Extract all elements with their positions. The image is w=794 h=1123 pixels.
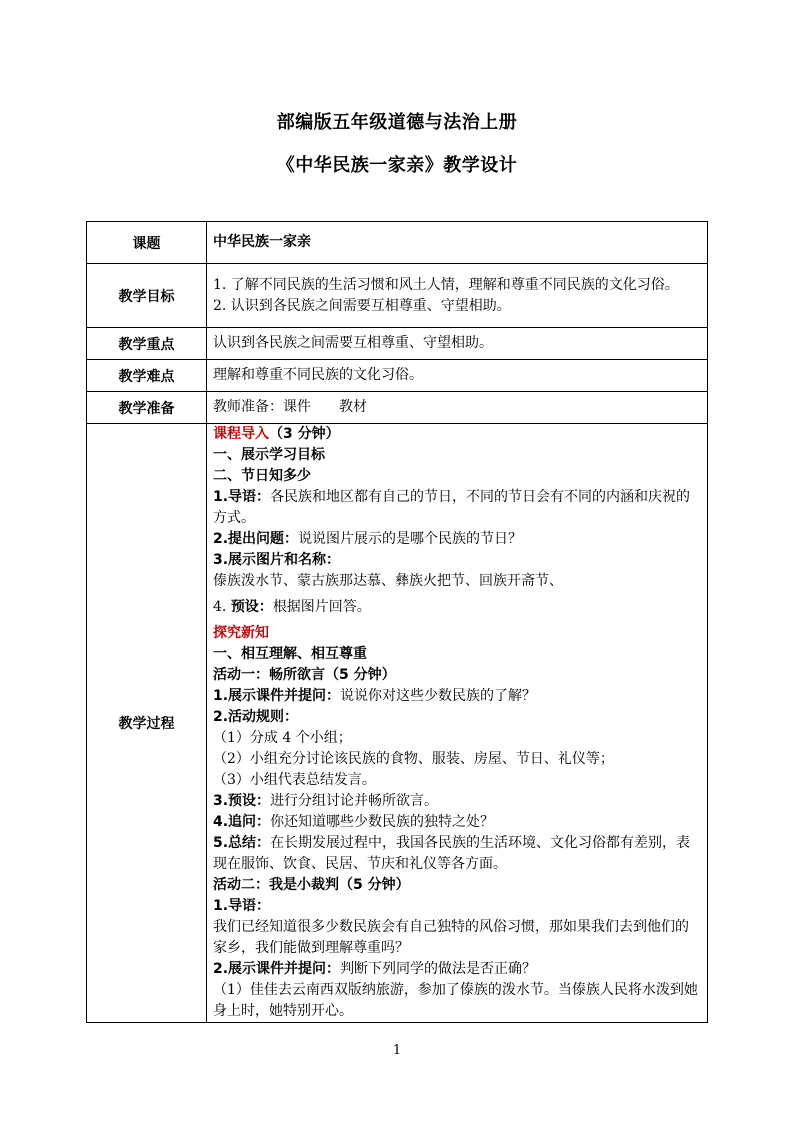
festival-list: 傣族泼水节、蒙古族那达慕、彝族火把节、回族开斋节、 [213, 573, 563, 589]
activity-1-item-3: 3.预设：进行分组讨论并畅所欲言。 [213, 793, 439, 809]
table-row-prep [87, 392, 708, 424]
activity-1-title: 活动一：畅所欲言（5 分钟） [213, 667, 396, 683]
step-1: 一、展示学习目标 [213, 447, 325, 463]
label-topic: 课题 [87, 222, 207, 264]
value-goals [207, 264, 708, 328]
value-prep: 教师准备：课件 教材 [207, 392, 708, 424]
rule-3: （3）小组代表总结发言。 [213, 772, 376, 788]
label-key: 教学重点 [87, 328, 207, 360]
table-row-difficulty [87, 360, 708, 392]
activity-1-item-4: 4.追问：你还知道哪些少数民族的独特之处？ [213, 814, 495, 830]
label-difficulty: 教学难点 [87, 360, 207, 392]
label-goals: 教学目标 [87, 264, 207, 328]
page-number: 1 [392, 1043, 402, 1058]
document-title: 部编版五年级道德与法治上册 [276, 112, 518, 133]
value-difficulty: 理解和尊重不同民族的文化习俗。 [207, 360, 708, 392]
rule-1: （1）分成 4 个小组； [213, 730, 352, 746]
activity-2-case-1: （1）佳佳去云南西双版纳旅游，参加了傣族的泼水节。当傣族人民将水泼到她身上时，她特别开心。 [213, 982, 698, 1019]
value-topic: 中华民族一家亲 [207, 222, 708, 264]
activity-2-question: 2.展示课件并提问：判断下列同学的做法是否正确？ [213, 961, 537, 977]
table-row-key [87, 328, 708, 360]
table-row-process [87, 424, 708, 1023]
value-process [207, 424, 708, 1023]
section-explore: 探究新知 [213, 625, 269, 641]
para-guide: 1.导语：各民族和地区都有自己的节日，不同的节日会有不同的内涵和庆祝的方式。 [213, 489, 691, 526]
activity-1-rules: 2.活动规则： [213, 709, 299, 725]
activity-1-item-1: 1.展示课件并提问：说说你对这些少数民族的了解？ [213, 688, 537, 704]
goal-item-2: 2. 认识到各民族之间需要互相尊重、守望相助。 [213, 297, 511, 314]
document-subtitle: 《中华民族一家亲》教学设计 [276, 155, 518, 176]
rule-2: （2）小组充分讨论该民族的食物、服装、房屋、节日、礼仪等； [213, 751, 614, 767]
label-process: 教学过程 [87, 424, 207, 1023]
activity-2-guide: 1.导语： [213, 898, 271, 914]
para-question: 2.提出问题：说说图片展示的是哪个民族的节日？ [213, 531, 523, 547]
table-row-goals [87, 264, 708, 328]
para-preset: 4. 预设：根据图片回答。 [213, 599, 371, 615]
step-2: 二、节日知多少 [213, 468, 311, 484]
goal-item-1: 1. 了解不同民族的生活习惯和风土人情，理解和尊重不同民族的文化习俗。 [213, 276, 679, 293]
activity-1-summary: 5.总结：在长期发展过程中，我国各民族的生活环境、文化习俗都有差别，表现在服饰、饮食、民居、节庆和礼仪等各方面。 [213, 835, 691, 872]
activity-2-guide-text: 我们已经知道很多少数民族会有自己独特的风俗习惯，那如果我们去到他们的家乡，我们能做到理解尊重吗？ [213, 919, 689, 956]
lesson-plan-table [86, 221, 708, 1023]
activity-2-title: 活动二：我是小裁判（5 分钟） [213, 877, 410, 893]
label-prep: 教学准备 [87, 392, 207, 424]
section-intro: 课程导入（3 分钟） [213, 426, 340, 442]
table-row-topic [87, 222, 708, 264]
explore-step-1: 一、相互理解、相互尊重 [213, 646, 367, 662]
value-key: 认识到各民族之间需要互相尊重、守望相助。 [207, 328, 708, 360]
para-show-images: 3.展示图片和名称： [213, 552, 341, 568]
